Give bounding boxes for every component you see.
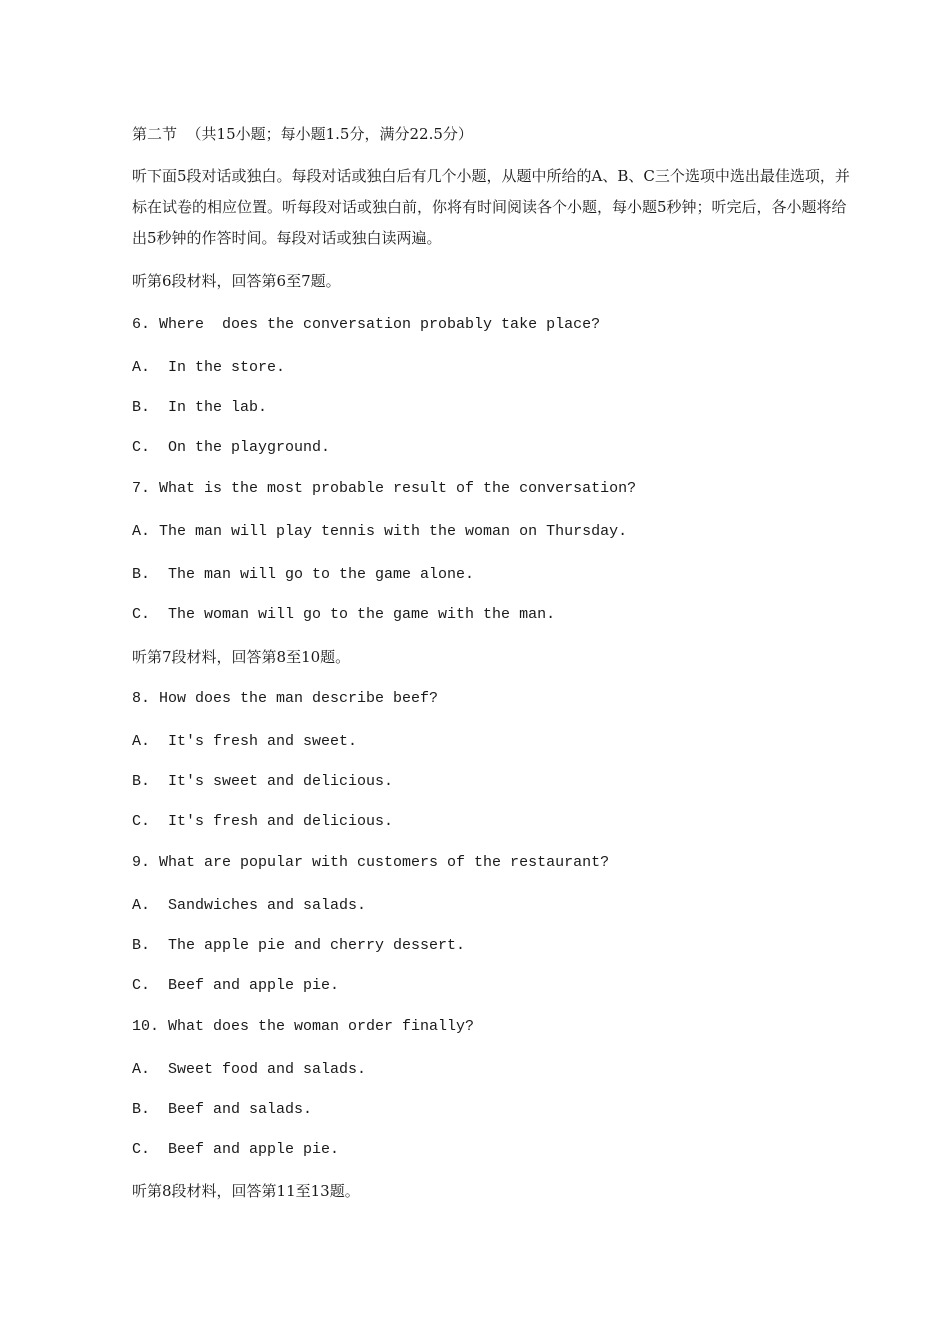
question-9-stem: 9. What are popular with customers of the restaurant?	[132, 854, 610, 871]
material-7-intro: 听第7段材料，回答第8至10题。	[132, 648, 351, 666]
question-7-option-c: C. The woman will go to the game with the man.	[132, 606, 556, 623]
material-8-intro: 听第8段材料，回答第11至13题。	[132, 1182, 360, 1200]
question-10-option-a: A. Sweet food and salads.	[132, 1061, 367, 1078]
question-7-option-b: B. The man will go to the game alone.	[132, 566, 475, 583]
section-heading: 第二节 （共15小题；每小题1.5分，满分22.5分）	[132, 125, 473, 143]
question-9-option-a: A. Sandwiches and salads.	[132, 897, 367, 914]
question-6-option-b: B. In the lab.	[132, 399, 268, 416]
question-9-option-c: C. Beef and apple pie.	[132, 977, 340, 994]
question-8-option-a: A. It's fresh and sweet.	[132, 733, 358, 750]
section-instructions: 听下面5段对话或独白。每段对话或独白后有几个小题，从题中所给的A、B、C三个选项中选出最佳选项，并标在试卷的相应位置。听每段对话或独白前，你将有时间阅读各个小题，每小题5秒钟；听完后，各小题将给出5秒钟的作答时间。每段对话或独白读两遍。	[132, 167, 850, 247]
question-10-option-c: C. Beef and apple pie.	[132, 1141, 340, 1158]
question-10-stem: 10. What does the woman order finally?	[132, 1018, 475, 1035]
question-6-stem: 6. Where does the conversation probably take place?	[132, 316, 601, 333]
question-8-stem: 8. How does the man describe beef?	[132, 690, 439, 707]
question-6-option-c: C. On the playground.	[132, 439, 331, 456]
question-7-option-a: A. The man will play tennis with the woman on Thursday.	[132, 523, 628, 540]
question-8-option-b: B. It's sweet and delicious.	[132, 773, 394, 790]
question-10-option-b: B. Beef and salads.	[132, 1101, 313, 1118]
question-9-option-b: B. The apple pie and cherry dessert.	[132, 937, 466, 954]
question-8-option-c: C. It's fresh and delicious.	[132, 813, 394, 830]
material-6-intro: 听第6段材料，回答第6至7题。	[132, 272, 341, 290]
question-7-stem: 7. What is the most probable result of the conversation?	[132, 480, 637, 497]
question-6-option-a: A. In the store.	[132, 359, 286, 376]
